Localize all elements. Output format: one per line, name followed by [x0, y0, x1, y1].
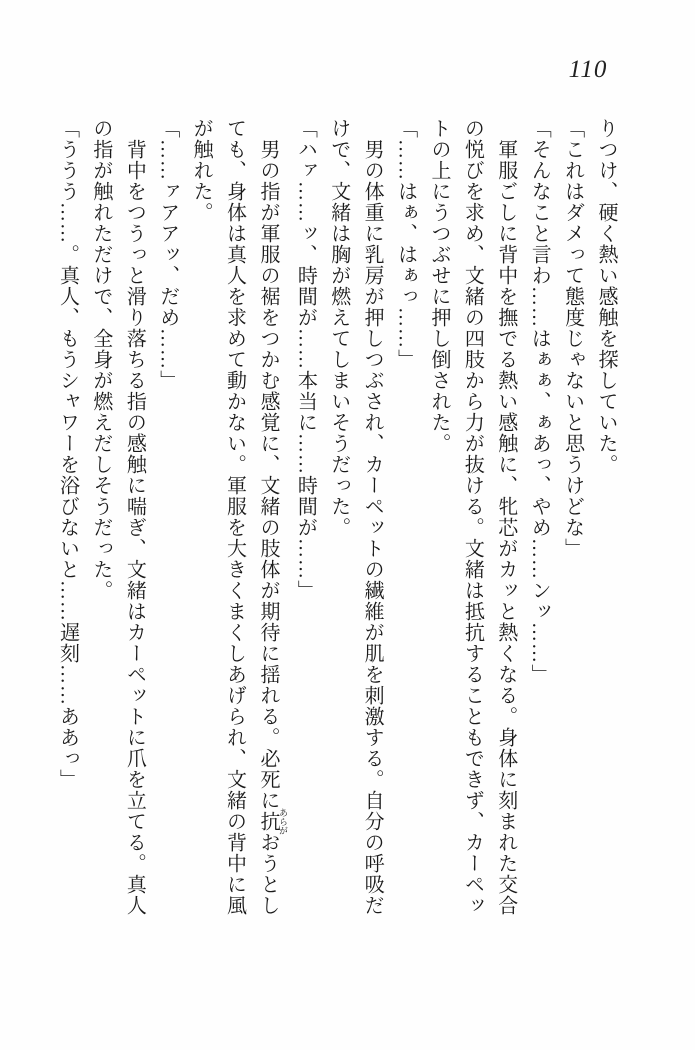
vertical-text-block	[50, 118, 622, 924]
text-line: 「そんなこと言わ……はぁぁ、ぁあっ、やめ……ンッ……」	[528, 118, 551, 685]
furigana-ruby: 抗 あらが	[256, 808, 288, 835]
text-line: けで、文緒は胸が燃えてしまいそうだった。	[327, 118, 350, 538]
text-line: 「ハァ……ッ、時間が……本当に……時間が……」	[294, 118, 317, 601]
text-line: トの上にうつぶせに押し倒された。	[427, 118, 450, 454]
text-line: 「……はぁ、はぁっ……」	[394, 118, 417, 370]
page-number: 110	[568, 56, 608, 83]
text-line: 「これはダメって態度じゃないと思うけどな」	[561, 118, 584, 559]
text-line: 男の体重に乳房が押しつぶされ、カーペットの繊維が肌を刺激する。自分の呼吸だ	[361, 139, 384, 916]
text-line: が触れた。	[190, 118, 213, 223]
text-line: の悦びを求め、文緒の四肢から力が抜ける。文緒は抵抗することもできず、カーペッ	[461, 118, 484, 916]
text-line: りつけ、硬く熱い感触を探していた。	[595, 118, 617, 475]
text-line: 男の指が軍服の裾をつかむ感覚に、文緒の肢体が期待に揺れる。必死に抗 あらがおうとし	[256, 139, 288, 916]
text-line: 軍服ごしに背中を撫でる熱い感触に、牝芯がカッと熱くなる。身体に刻まれた交合	[494, 139, 517, 916]
text-line: ても、身体は真人を求めて動かない。軍服を大きくまくしあげられ、文緒の背中に風	[223, 118, 246, 916]
text-line: の指が触れただけで、全身が燃えだしそうだった。	[89, 118, 112, 601]
text-line: 「……ァアアッ、だめ……」	[156, 118, 179, 391]
text-line: 背中をつうっと滑り落ちる指の感触に喘ぎ、文緒はカーペットに爪を立てる。真人	[123, 139, 146, 916]
text-line: 「ううう……。真人、もうシャワーを浴びないと……遅刻……ああっ」	[56, 118, 79, 790]
